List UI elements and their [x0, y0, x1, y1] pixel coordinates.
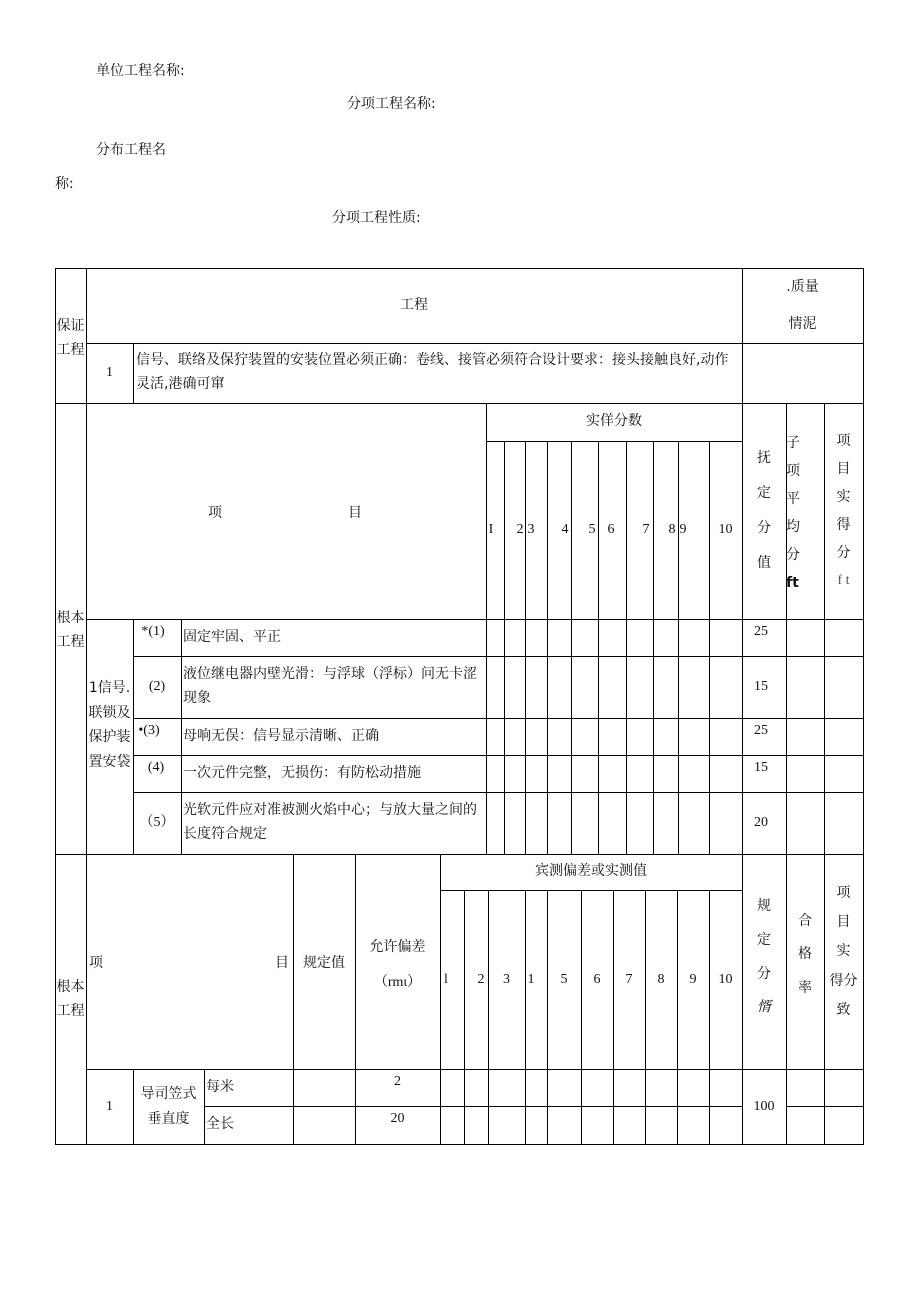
- row-no: (4): [147, 760, 165, 775]
- basic2-row-no: 1: [106, 1098, 113, 1114]
- avg-score-header-6: ft: [786, 575, 799, 591]
- basic2-item-header-a: 项: [89, 955, 103, 972]
- score-col-3: 3: [527, 522, 535, 538]
- tolerance-header-line1: 允许偏差: [369, 938, 426, 955]
- quality-header-line2: 情泥: [788, 315, 817, 332]
- measure-col-2: 2: [477, 971, 485, 987]
- basic2-tol2: 20: [390, 1111, 405, 1126]
- group-label: [86, 660, 133, 790]
- measure-col-1: l: [444, 971, 448, 987]
- standard-score-header-1: 抚: [757, 450, 771, 466]
- row-text: 母响无俣：信号显示清晰、正确: [183, 727, 379, 744]
- actual-score-header-6: f t: [837, 573, 850, 588]
- basic2-actual-score-header-1: 项: [836, 884, 851, 901]
- pass-rate-header-2: 格: [798, 946, 812, 963]
- basic2-actual-score-header: [824, 862, 863, 1042]
- basic2-section-label-1: 根本: [56, 978, 85, 995]
- row-score: 25: [754, 723, 768, 738]
- basic2-section-label-2: 工程: [56, 1003, 85, 1019]
- score-col-1: I: [488, 522, 494, 538]
- basic2-sub2: 全长: [206, 1116, 234, 1133]
- row-score: 25: [754, 624, 768, 639]
- basic1-section-label: [55, 593, 86, 667]
- distribution-project-label-cont: 称:: [55, 176, 74, 192]
- item-header-b: 目: [348, 505, 362, 522]
- measured-header: 宾测偏差或实测值: [535, 863, 647, 880]
- score-col-9: 9: [679, 522, 687, 538]
- basic1-section-label-1: 根本: [56, 609, 85, 626]
- basic2-sub1: 每米: [206, 1078, 234, 1095]
- row-no: (2): [148, 679, 166, 695]
- basic2-section-label: [55, 962, 86, 1036]
- scores-header: 实佯分数: [586, 413, 642, 430]
- quality-header: [742, 268, 863, 343]
- avg-score-header-5: 分: [786, 547, 800, 563]
- avg-score-header-1: 子: [786, 435, 800, 451]
- group-label-1: 1信号.: [88, 680, 131, 696]
- basic2-actual-score-header-5: 致: [836, 1002, 851, 1019]
- basic2-standard-score-header-2: 定: [757, 931, 771, 948]
- actual-score-header: [824, 403, 863, 619]
- avg-score-header: [786, 403, 808, 619]
- sub-project-nature-label: 分项工程性质:: [332, 210, 421, 226]
- standard-score-header: [742, 403, 786, 619]
- group-label-3: 保护装: [88, 729, 131, 745]
- actual-score-header-5: 分: [836, 545, 851, 561]
- pass-rate-header: [786, 890, 824, 1020]
- row-text: 液位继电器内壁光滑：与浮球（浮标）问无卡涩现象: [183, 666, 477, 706]
- measure-col-7: 7: [625, 971, 633, 987]
- basic2-standard-score-header: [742, 870, 786, 1045]
- measure-col-8: 8: [657, 971, 665, 987]
- distribution-project-label: 分布工程名: [96, 142, 166, 158]
- group-label-2: 联锁及: [88, 704, 131, 721]
- row-score: 15: [754, 679, 768, 695]
- score-col-5: 5: [588, 522, 596, 538]
- guarantee-section-label: [55, 300, 86, 376]
- avg-score-header-4: 均: [786, 519, 800, 535]
- guarantee-section-label-2: 工程: [56, 342, 85, 358]
- project-header: 工程: [400, 296, 428, 313]
- measure-col-5: 5: [560, 971, 568, 987]
- standard-score-header-4: 值: [757, 555, 771, 571]
- actual-score-header-2: 目: [836, 461, 851, 477]
- standard-score-header-2: 定: [757, 485, 771, 501]
- row-score: 15: [754, 760, 768, 775]
- basic2-actual-score-header-4: 得分: [829, 972, 858, 989]
- score-col-4: 4: [561, 522, 569, 538]
- score-col-7: 7: [642, 522, 650, 538]
- group-label-4: 置安袋: [88, 753, 131, 770]
- basic2-standard-score-header-3: 分: [757, 965, 771, 982]
- basic2-actual-score-header-2: 目: [836, 913, 851, 930]
- pass-rate-header-1: 合: [798, 912, 812, 929]
- basic2-row-name-1: 导司笠式: [140, 1086, 197, 1102]
- score-col-6: 6: [607, 522, 615, 538]
- actual-score-header-1: 项: [836, 433, 851, 449]
- item-header-a: 项: [208, 505, 222, 522]
- measure-col-6: 6: [593, 971, 601, 987]
- actual-score-header-4: 得: [836, 517, 851, 533]
- avg-score-header-3: 平: [786, 491, 800, 507]
- measure-col-4: 1: [527, 971, 535, 987]
- tolerance-header-line2: （rmι）: [373, 975, 422, 990]
- basic2-actual-score-header-3: 实: [836, 943, 851, 960]
- basic2-standard-score-header-4: 㥠: [757, 999, 771, 1016]
- basic2-tol1: 2: [394, 1074, 401, 1089]
- actual-score-header-3: 实: [836, 489, 851, 505]
- guarantee-item-no: 1: [106, 365, 113, 381]
- quality-header-line1: .质量: [786, 279, 819, 296]
- pass-rate-header-3: 率: [798, 979, 812, 996]
- row-score: 20: [754, 815, 768, 831]
- tolerance-header: [355, 925, 440, 1005]
- basic2-standard-score-header-1: 规: [757, 898, 771, 915]
- row-no: •(3): [138, 723, 160, 738]
- measure-col-10: 10: [718, 971, 733, 987]
- row-no: *(1): [141, 624, 165, 639]
- basic2-row-name: [133, 1069, 204, 1144]
- basic2-row-name-2: 垂直度: [147, 1110, 190, 1127]
- row-text: 一次元件完整，无损伤：有防松动措施: [183, 764, 421, 781]
- measure-col-9: 9: [689, 971, 697, 987]
- score-col-8: 8: [668, 522, 676, 538]
- row-text: 固定牢固、平正: [183, 628, 281, 645]
- basic2-item-header-b: 目: [275, 955, 289, 972]
- standard-score-header-3: 分: [757, 520, 771, 536]
- spec-header: 规定值: [303, 955, 345, 972]
- guarantee-item-text: 信号、联络及保狞装置的安装位置必须正确：卷线、接管必须符合设计要求：接头接触良好,动作灵活,港确可窜: [136, 352, 729, 392]
- score-col-10: 10: [718, 522, 733, 538]
- basic1-section-label-2: 工程: [56, 634, 85, 650]
- avg-score-header-2: 项: [786, 463, 800, 479]
- measure-col-3: 3: [503, 971, 510, 987]
- unit-project-label: 单位工程名称:: [96, 63, 185, 79]
- score-col-2: 2: [516, 522, 524, 538]
- guarantee-section-label-1: 保证: [56, 317, 85, 334]
- row-no: （5）: [139, 815, 175, 831]
- row-text: 光软元件应对准被测火焰中心；与放大量之间的长度符合规定: [183, 802, 477, 842]
- basic2-score: 100: [753, 1098, 775, 1114]
- sub-project-label: 分项工程名称:: [347, 96, 436, 112]
